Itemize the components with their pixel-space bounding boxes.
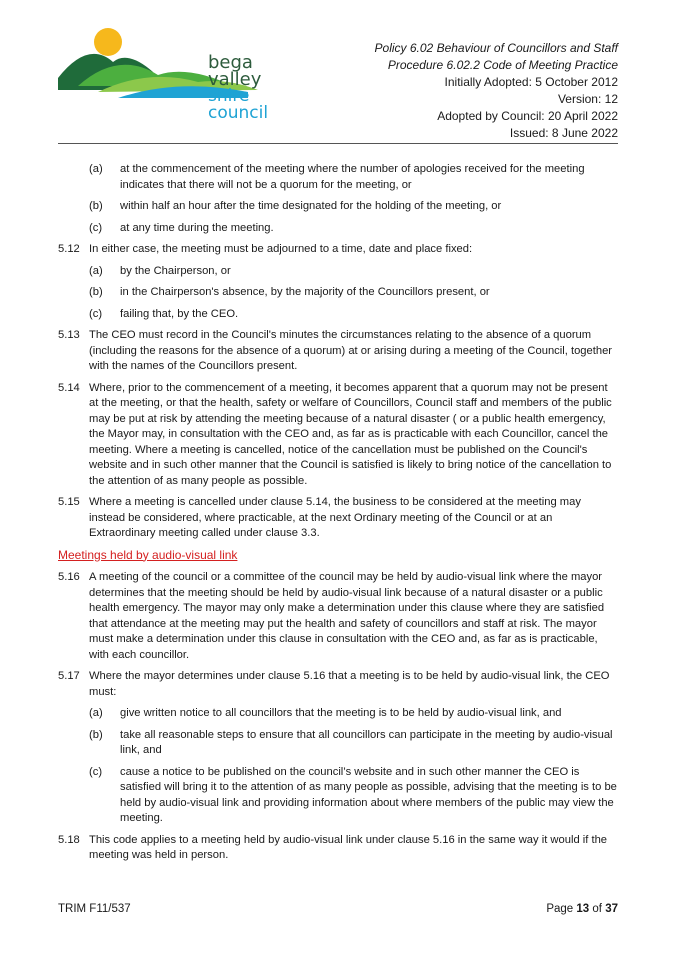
clause-text: In either case, the meeting must be adjourned to a time, date and place fixed: [89,243,473,255]
footer-page-number [546,903,618,915]
header-divider [58,143,618,144]
clause-item [58,833,620,864]
header-version: Version: 12 [557,92,618,106]
clause-item [58,570,620,663]
subclause-item [58,221,620,237]
subclause-text: give written notice to all councillors that the meeting is to be held by audio-visual link, and [120,707,562,719]
document-header [375,40,618,142]
clause-number: 5.16 [58,571,80,583]
clause-number: 5.15 [58,496,80,508]
document-body [58,162,620,870]
footer-of-word: of [592,903,602,915]
clause-item [58,669,620,700]
footer-total-pages: 37 [605,903,618,915]
subclause-label: (a) [89,163,103,175]
subclause-label: (a) [89,264,103,277]
logo-line-1: bega valley [208,52,262,90]
footer-trim: TRIM F11/537 [58,903,131,915]
clause-item [58,328,620,375]
clause-number: 5.13 [58,329,80,341]
subclause-text: in the Chairperson's absence, by the majority of the Councillors present, or [120,286,490,298]
subclause-text: at the commencement of the meeting where the number of apologies received for the meeting indicates that there will not be a quorum for the meeting, or [120,163,585,191]
clause-number: 5.18 [58,833,80,846]
subclause-item [58,162,620,193]
page-footer [58,903,618,915]
footer-current-page: 13 [576,903,590,915]
subclause-text: at any time during the meeting. [120,221,274,234]
subclause-text: cause a notice to be published on the council’s website and in such other manner the CEO is satisfied will bring it to the attention of as many people as possible, advising that the meeting is to be held by audio-visual link and providing information about where members of the public may view the meeting. [120,765,617,824]
subclause-text: within half an hour after the time designated for the holding of the meeting, or [120,200,502,212]
council-logo [58,20,288,123]
subclause-label: (a) [89,707,103,719]
clause-item [58,242,620,258]
footer-page-word: Page [546,903,574,915]
subclause-item [58,728,620,759]
header-issued: Issued: 8 June 2022 [509,126,618,140]
subclause-text: failing that, by the CEO. [120,307,239,320]
subclause-item [58,264,620,280]
header-initially-adopted: Initially Adopted: 5 October 2012 [444,75,618,89]
clause-number: 5.12 [58,243,80,255]
clause-text: A meeting of the council or a committee of the council may be held by audio-visual link where the mayor determines that the meeting should be held by audio-visual link because of a natural disaster or a public health emergency. The mayor may only make a determination under this clause where they are satisfied that attendance at the meeting may put the health and safety of councillors and staff at risk. The mayor must make a determination under this clause in consultation with the CEO and, as far as is practicable, with each councillor. [89,571,605,661]
clause-text: Where the mayor determines under clause 5.16 that a meeting is to be held by audio-visual link, the CEO must: [89,670,610,698]
clause-number: 5.14 [58,381,80,394]
section-heading: Meetings held by audio-visual link [58,547,238,562]
subclause-label: (c) [89,765,103,778]
subclause-label: (c) [89,221,103,234]
header-procedure: Procedure 6.02.2 Code of Meeting Practice [387,58,618,72]
subclause-item [58,765,620,827]
subclause-item [58,706,620,722]
clause-text: Where, prior to the commencement of a meeting, it becomes apparent that a quorum may not be present at the meeting, or that the health, safety or welfare of Councillors, Council staff and members of the public may be put at risk by attending the meeting because of a natural disaster ( or a public health emergency, the Mayor may, in consultation with the CEO and, as far as is practicable with each Councillor, cancel the meeting. Where a meeting is cancelled, notice of the cancellation must be published on the Council's website and in such other manner that the Council is satisfied is likely to bring notice of the cancellation to the attention of as many people as possible. [89,381,612,487]
logo-line-2: shire council [208,86,269,123]
subclause-text: by the Chairperson, or [120,264,231,277]
subclause-item [58,285,620,301]
header-adopted-by-council: Adopted by Council: 20 April 2022 [437,109,618,123]
clause-text: Where a meeting is cancelled under clause 5.14, the business to be considered at the meeting may instead be considered, where practicable, at the next Ordinary meeting of the Council or at an Extraordinary meeting called under clause 3.3. [89,496,581,539]
subclause-label: (b) [89,200,103,212]
header-policy: Policy 6.02 Behaviour of Councillors and Staff [374,41,618,55]
clause-item [58,381,620,490]
subclause-label: (b) [89,286,103,298]
subclause-label: (b) [89,728,103,741]
subclause-item [58,307,620,323]
clause-text: The CEO must record in the Council's minutes the circumstances relating to the absence of a quorum (including the reasons for the absence of a quorum) at or arising during a meeting of the Council, together with the names of the Councillors present. [89,329,613,372]
subclause-text: take all reasonable steps to ensure that all councillors can participate in the meeting by audio-visual link, and [120,728,613,756]
subclause-label: (c) [89,307,103,320]
clause-item [58,495,620,542]
clause-number: 5.17 [58,670,80,682]
logo-wordmark [208,54,288,122]
subclause-item [58,199,620,215]
clause-text: This code applies to a meeting held by audio-visual link under clause 5.16 in the same way it would if the meeting was held in person. [89,833,608,861]
